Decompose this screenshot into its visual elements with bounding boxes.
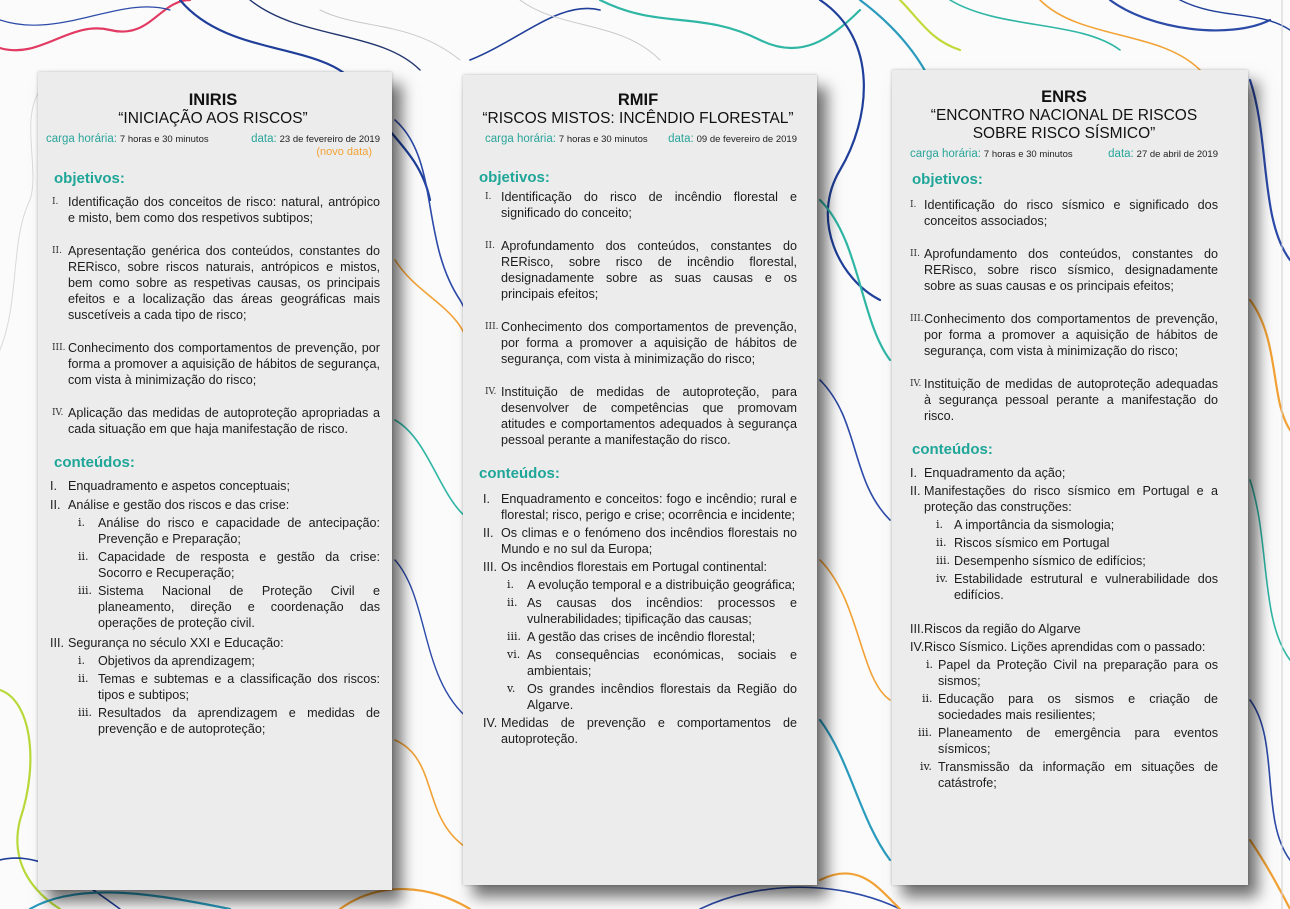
conteudo-subitem: ii. As causas dos incêndios: processos e vulnerabilidades; tipificação das causas;	[507, 596, 797, 626]
course-meta	[479, 131, 797, 146]
objetivo-item: II. Aprofundamento dos conteúdos, constantes do RERisco, sobre risco de incêndio florestal, designadamente sobre as suas causas e os principais efeitos;	[485, 239, 797, 301]
conteudo-subitem: iii. Sistema Nacional de Proteção Civil e planeamento, direção e coordenação das operações de proteção civil.	[78, 584, 380, 630]
conteudo-subitem: iii. Desempenho sísmico de edifícios;	[936, 554, 1146, 568]
course-meta	[910, 146, 1218, 161]
course-title: “RISCOS MISTOS: INCÊNDIO FLORESTAL”	[482, 110, 794, 127]
conteudo-subitem: iii. Resultados da aprendizagem e medidas de prevenção e de autoproteção;	[78, 706, 380, 736]
objetivo-item: II. Aprofundamento dos conteúdos, constantes do RERisco, sobre risco sísmico, designadamente sobre as suas causas e os principais efeitos;	[910, 247, 1218, 293]
conteudo-item: II. Os climas e o fenómeno dos incêndios florestais no Mundo e no sul da Europa;	[483, 526, 797, 556]
carga-horaria-label: carga horária:	[485, 133, 556, 145]
conteudo-subitem: ii. Riscos sísmico em Portugal	[936, 536, 1110, 550]
conteudo-item: III. Riscos da região do Algarve	[910, 622, 1081, 636]
objetivos-heading: objetivos:	[54, 170, 125, 187]
conteudo-item: II. Análise e gestão dos riscos e das crise:	[50, 498, 290, 512]
data-value: 09 de fevereiro de 2019	[696, 134, 797, 145]
conteudo-item: IV. Risco Sísmico. Lições aprendidas com o passado:	[910, 640, 1206, 654]
conteudo-subitem: iii. Planeamento de emergência para eventos sísmicos;	[918, 726, 1218, 756]
conteudo-subitem: iv. Estabilidade estrutural e vulnerabilidade dos edifícios.	[936, 572, 1218, 602]
conteudo-item: II. Manifestações do risco sísmico em Portugal e a proteção das construções:	[910, 484, 1218, 514]
carga-horaria-value: 7 horas e 30 minutos	[558, 134, 648, 145]
conteudo-item: I. Enquadramento e conceitos: fogo e incêndio; rural e florestal; risco, perigo e crise; ocorrência e incidente;	[483, 492, 797, 522]
objetivo-item: IV. Instituição de medidas de autoproteção, para desenvolver de competências que promovam atitudes e comportamentos adequados à segurança pessoal perante a manifestação do risco.	[485, 385, 797, 447]
conteudo-subitem: ii. Capacidade de resposta e gestão da crise: Socorro e Recuperação;	[78, 550, 380, 580]
course-card-enrs	[892, 70, 1248, 885]
conteudo-item: I. Enquadramento e aspetos conceptuais;	[50, 479, 290, 493]
conteudo-subitem: iii. A gestão das crises de incêndio florestal;	[507, 630, 756, 644]
course-title: “INICIAÇÃO AOS RISCOS”	[118, 110, 308, 127]
data-label: data:	[668, 133, 694, 145]
objetivos-list	[479, 189, 797, 448]
objetivo-item: I. Identificação do risco de incêndio florestal e significado do conceito;	[485, 190, 797, 220]
conteudo-subitem: ii. Educação para os sismos e criação de sociedades mais resilientes;	[922, 692, 1218, 722]
conteudos-heading: conteúdos:	[54, 454, 135, 471]
course-meta	[46, 131, 380, 146]
conteudo-item: III. Os incêndios florestais em Portugal continental:	[483, 560, 768, 574]
conteudo-subitem: i. A importância da sismologia;	[936, 518, 1115, 532]
course-title: “ENCONTRO NACIONAL DE RISCOS SOBRE RISCO SÍSMICO”	[930, 107, 1198, 142]
conteudos-heading: conteúdos:	[912, 441, 993, 458]
carga-horaria-label: carga horária:	[910, 148, 981, 160]
conteudo-subitem: iv. Transmissão da informação em situações de catástrofe;	[920, 760, 1218, 790]
novo-data-note: (novo data)	[316, 146, 372, 158]
course-code: RMIF	[617, 91, 659, 109]
conteudo-subitem: i. Objetivos da aprendizagem;	[78, 654, 255, 668]
objetivo-item: IV. Aplicação das medidas de autoproteção apropriadas a cada situação em que haja manifestação de risco.	[52, 406, 380, 436]
data-value: 23 de fevereiro de 2019	[279, 134, 380, 145]
conteudos-list	[910, 465, 1218, 791]
course-card-iniris	[38, 72, 392, 890]
course-code: INIRIS	[188, 91, 238, 109]
carga-horaria-value: 7 horas e 30 minutos	[983, 149, 1073, 160]
course-card-rmif	[463, 75, 817, 885]
objetivo-item: IV. Instituição de medidas de autoproteção adequadas à segurança pessoal perante a manifestação do risco.	[910, 377, 1218, 423]
objetivo-item: III. Conhecimento dos comportamentos de prevenção, por forma a promover a aquisição de hábitos de segurança, com vista à minimização do risco;	[485, 320, 797, 366]
conteudo-item: I. Enquadramento da ação;	[910, 466, 1066, 480]
objetivo-item: III. Conhecimento dos comportamentos de prevenção, por forma a promover a aquisição de hábitos de segurança, com vista à minimização do risco;	[52, 341, 380, 387]
data-value: 27 de abril de 2019	[1136, 149, 1218, 160]
data-label: data:	[1108, 148, 1134, 160]
objetivo-item: II. Apresentação genérica dos conteúdos, constantes do RERisco, sobre riscos naturais, antrópicos e mistos, bem como sobre as respetivas causas, os principais efeitos e a localização das áreas geográficas mais suscetíveis a cada tipo de risco;	[52, 244, 380, 322]
conteudo-subitem: v. Os grandes incêndios florestais da Região do Algarve.	[507, 682, 797, 712]
objetivo-item: III. Conhecimento dos comportamentos de prevenção, por forma a promover a aquisição de hábitos de segurança, com vista à minimização do risco;	[910, 312, 1218, 358]
objetivo-item: I. Identificação do risco sísmico e significado dos conceitos associados;	[910, 198, 1218, 228]
objetivos-heading: objetivos:	[912, 171, 983, 188]
conteudo-subitem: i. A evolução temporal e a distribuição geográfica;	[507, 578, 796, 592]
conteudo-subitem: i. Papel da Proteção Civil na preparação para os sismos;	[926, 658, 1218, 688]
carga-horaria-label: carga horária:	[46, 133, 117, 145]
objetivos-list	[910, 197, 1218, 424]
conteudos-list	[479, 491, 797, 747]
data-label: data:	[251, 133, 277, 145]
course-code: ENRS	[1041, 88, 1087, 106]
conteudo-item: IV. Medidas de prevenção e comportamentos de autoproteção.	[483, 716, 797, 746]
conteudo-subitem: vi. As consequências económicas, sociais e ambientais;	[507, 648, 797, 678]
conteudo-subitem: i. Análise do risco e capacidade de antecipação: Prevenção e Preparação;	[78, 516, 380, 546]
conteudo-item: III. Segurança no século XXI e Educação:	[50, 636, 284, 650]
conteudo-subitem: ii. Temas e subtemas e a classificação dos riscos: tipos e subtipos;	[78, 672, 380, 702]
objetivos-list	[46, 194, 380, 437]
objetivos-heading: objetivos:	[479, 169, 550, 186]
conteudos-list	[50, 478, 380, 737]
conteudos-heading: conteúdos:	[479, 465, 560, 482]
carga-horaria-value: 7 horas e 30 minutos	[119, 134, 209, 145]
objetivo-item: I. Identificação dos conceitos de risco: natural, antrópico e misto, bem como dos respetivos subtipos;	[52, 195, 380, 225]
